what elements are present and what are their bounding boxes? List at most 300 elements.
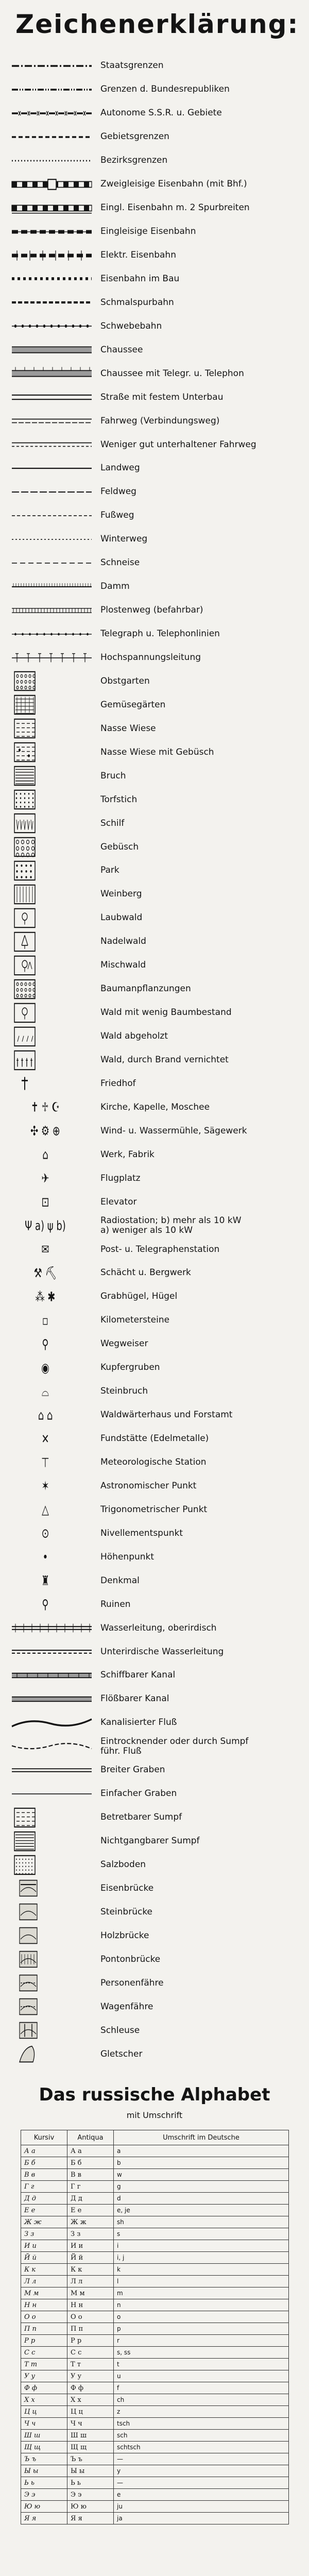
box-marsh-deep-icon xyxy=(9,1831,94,1852)
legend-row xyxy=(0,977,309,1001)
legend-symbol-icon xyxy=(9,481,94,503)
legend-row xyxy=(0,1380,309,1403)
pt-mine-icon xyxy=(9,1262,94,1284)
legend-row xyxy=(0,409,309,433)
legend-row xyxy=(0,1166,309,1190)
legend-label: Schächt u. Bergwerk xyxy=(100,1267,191,1278)
alphabet-cell-antiqua: Й й xyxy=(67,2252,114,2264)
legend-symbol-icon xyxy=(9,1310,94,1331)
legend-label: Zweigleisige Eisenbahn (mit Bhf.) xyxy=(100,179,247,190)
legend-symbol-icon xyxy=(9,1688,94,1710)
legend-symbol-icon xyxy=(9,1333,94,1355)
dam-icon xyxy=(9,576,94,598)
legend-label: Nadelwald xyxy=(100,936,146,947)
alphabet-cell-kursiv: К к xyxy=(21,2264,67,2276)
legend-row xyxy=(0,1592,309,1616)
legend-row xyxy=(0,149,309,173)
alphabet-cell-antiqua: Ч ч xyxy=(67,2418,114,2430)
legend-row xyxy=(0,1545,309,1569)
br-carferry-icon xyxy=(9,1996,94,2018)
alphabet-cell-umschrift: e xyxy=(114,2489,289,2501)
legend-row xyxy=(0,291,309,314)
legend-symbol-icon xyxy=(9,1759,94,1781)
legend-symbol-icon xyxy=(9,457,94,479)
legend-symbol-icon xyxy=(9,79,94,100)
alphabet-cell-kursiv: А а xyxy=(21,2145,67,2157)
legend-symbol-icon xyxy=(9,884,94,905)
legend-label: Wagenfähre xyxy=(100,2001,153,2012)
legend-label: Salzboden xyxy=(100,1859,146,1870)
legend-row xyxy=(0,883,309,906)
legend-symbol-icon xyxy=(9,197,94,219)
alphabet-title: Das russische Alphabet xyxy=(39,2084,270,2105)
legend-row xyxy=(0,906,309,930)
legend-label: Pontonbrücke xyxy=(100,1954,161,1964)
legend-label: Grabhügel, Hügel xyxy=(100,1291,178,1302)
legend-row xyxy=(0,220,309,244)
legend-symbol-icon xyxy=(9,955,94,976)
header-antiqua: Antiqua xyxy=(67,2130,114,2145)
alphabet-cell-antiqua: Б б xyxy=(67,2157,114,2169)
legend-label: Nichtgangbarer Sumpf xyxy=(100,1836,200,1846)
legend-row xyxy=(0,1285,309,1309)
legend-row xyxy=(0,1072,309,1095)
legend-row xyxy=(0,930,309,954)
alphabet-cell-umschrift: g xyxy=(114,2181,289,2193)
alphabet-cell-kursiv: Я я xyxy=(21,2513,67,2524)
alphabet-row xyxy=(21,2513,289,2524)
legend-symbol-icon xyxy=(9,789,94,810)
legend-symbol-icon xyxy=(9,1404,94,1426)
pt-height-icon xyxy=(9,1546,94,1568)
alphabet-cell-kursiv: Д д xyxy=(21,2193,67,2205)
alphabet-cell-umschrift: d xyxy=(114,2193,289,2205)
legend-label: Fahrweg (Verbindungsweg) xyxy=(100,415,220,426)
legend-row xyxy=(0,1048,309,1072)
legend-label: Eisenbahn im Bau xyxy=(100,273,180,284)
legend-symbol-icon xyxy=(9,55,94,77)
legend-row xyxy=(0,764,309,788)
legend-symbol-icon xyxy=(9,1191,94,1213)
alphabet-cell-antiqua: Щ щ xyxy=(67,2442,114,2453)
pt-deposit-icon xyxy=(9,1428,94,1450)
rail-electric-icon xyxy=(9,245,94,266)
alphabet-cell-kursiv: И и xyxy=(21,2240,67,2252)
legend-list xyxy=(0,54,309,2066)
legend-symbol-icon xyxy=(9,741,94,763)
legend-row xyxy=(0,954,309,977)
legend-label: Elevator xyxy=(100,1196,137,1207)
alphabet-row xyxy=(21,2240,289,2252)
plank-road-icon xyxy=(9,600,94,621)
svg-text:⊤: ⊤ xyxy=(41,1455,49,1470)
legend-label: Chaussee xyxy=(100,344,143,355)
legend-row xyxy=(0,1616,309,1640)
legend-label: Friedhof xyxy=(100,1078,136,1089)
legend-row xyxy=(0,1001,309,1025)
alphabet-cell-kursiv: Ы ы xyxy=(21,2465,67,2477)
svg-text:⌓: ⌓ xyxy=(41,1384,49,1399)
svg-text:⌂ ⌂: ⌂ ⌂ xyxy=(38,1408,53,1423)
header-umschrift: Umschrift im Deutsche xyxy=(114,2130,289,2145)
alphabet-cell-umschrift: r xyxy=(114,2335,289,2347)
alphabet-cell-umschrift: ja xyxy=(114,2513,289,2524)
alphabet-row xyxy=(21,2157,289,2169)
road-poor-icon xyxy=(9,434,94,455)
legend-row xyxy=(0,1829,309,1853)
legend-label: Autonome S.S.R. u. Gebiete xyxy=(100,108,222,118)
pt-post-icon xyxy=(9,1239,94,1260)
legend-label: Schneise xyxy=(100,557,140,568)
legend-symbol-icon xyxy=(9,1996,94,2018)
alphabet-cell-umschrift: k xyxy=(114,2264,289,2276)
alphabet-cell-antiqua: Л л xyxy=(67,2276,114,2287)
legend-symbol-icon xyxy=(9,1948,94,1970)
legend-row xyxy=(0,1900,309,1924)
legend-label: Gebietsgrenzen xyxy=(100,131,169,142)
legend-symbol-icon xyxy=(9,1925,94,1946)
legend-label: Winterweg xyxy=(100,534,148,545)
legend-label: Laubwald xyxy=(100,912,143,923)
legend-label: Post- u. Telegraphenstation xyxy=(100,1244,220,1255)
alphabet-cell-antiqua: Ю ю xyxy=(67,2501,114,2513)
legend-symbol-icon xyxy=(9,1831,94,1852)
alphabet-cell-antiqua: Х х xyxy=(67,2394,114,2406)
legend-row xyxy=(0,1261,309,1285)
box-cleared-icon xyxy=(9,1026,94,1047)
pt-airfield-icon xyxy=(9,1167,94,1189)
legend-label: Astronomischer Punkt xyxy=(100,1480,197,1491)
legend-label: Obstgarten xyxy=(100,675,150,686)
box-garden-icon xyxy=(9,694,94,716)
legend-symbol-icon xyxy=(9,1215,94,1236)
legend-row xyxy=(0,835,309,859)
alphabet-cell-umschrift: i xyxy=(114,2240,289,2252)
legend-symbol-icon xyxy=(9,647,94,669)
rail-double-icon xyxy=(9,174,94,195)
legend-label: Kilometersteine xyxy=(100,1315,170,1326)
legend-row xyxy=(0,551,309,575)
legend-label: Gletscher xyxy=(100,2048,143,2059)
legend-label: Werk, Fabrik xyxy=(100,1149,154,1160)
legend-symbol-icon xyxy=(9,1854,94,1876)
legend-label: Plostenweg (befahrbar) xyxy=(100,605,203,616)
alphabet-cell-umschrift: y xyxy=(114,2465,289,2477)
legend-label: Hochspannungsleitung xyxy=(100,652,201,663)
line-dashed-icon xyxy=(9,126,94,148)
line-dashdot-icon xyxy=(9,55,94,77)
legend-label: Telegraph u. Telephonlinien xyxy=(100,629,220,639)
legend-row xyxy=(0,54,309,78)
legend-row xyxy=(0,859,309,883)
legend-label: Fundstätte (Edelmetalle) xyxy=(100,1433,209,1444)
legend-symbol-icon xyxy=(9,860,94,882)
legend-row xyxy=(0,788,309,811)
pt-meteo-icon xyxy=(9,1452,94,1473)
legend-label: Torfstich xyxy=(100,794,138,805)
alphabet-row xyxy=(21,2453,289,2465)
line-dashdotdot-icon xyxy=(9,79,94,100)
road-cart-icon xyxy=(9,410,94,432)
legend-symbol-icon xyxy=(9,1026,94,1047)
alphabet-cell-antiqua: Ъ ъ xyxy=(67,2453,114,2465)
legend-symbol-icon xyxy=(9,812,94,834)
alphabet-row xyxy=(21,2347,289,2359)
alphabet-cell-kursiv: З з xyxy=(21,2228,67,2240)
legend-row xyxy=(0,1214,309,1238)
alphabet-cell-antiqua: И и xyxy=(67,2240,114,2252)
legend-label: Elektr. Eisenbahn xyxy=(100,249,176,260)
legend-symbol-icon xyxy=(9,1073,94,1094)
legend-row xyxy=(0,646,309,670)
legend-symbol-icon xyxy=(9,1167,94,1189)
legend-label: Trigonometrischer Punkt xyxy=(100,1504,208,1515)
box-sparse-icon xyxy=(9,1002,94,1024)
alphabet-cell-kursiv: Э э xyxy=(21,2489,67,2501)
legend-row xyxy=(0,78,309,101)
legend-label: Eingleisige Eisenbahn xyxy=(100,226,196,237)
legend-row xyxy=(0,717,309,740)
legend-symbol-icon xyxy=(9,1262,94,1284)
legend-row xyxy=(0,1947,309,1971)
legend-label: Mischwald xyxy=(100,960,146,971)
pt-ruins-icon xyxy=(9,1594,94,1615)
legend-label: Wald abgeholzt xyxy=(100,1031,168,1042)
legend-symbol-icon xyxy=(9,1546,94,1568)
svg-text:⌂: ⌂ xyxy=(42,1147,48,1163)
alphabet-cell-umschrift: ch xyxy=(114,2394,289,2406)
box-bush-icon xyxy=(9,836,94,858)
alphabet-cell-antiqua: У у xyxy=(67,2370,114,2382)
legend-label: Eisenbrücke xyxy=(100,1883,154,1893)
alphabet-row xyxy=(21,2406,289,2418)
alphabet-cell-kursiv: Н н xyxy=(21,2299,67,2311)
svg-text:⊡: ⊡ xyxy=(41,1195,49,1210)
box-salt-icon xyxy=(9,1854,94,1876)
legend-symbol-icon xyxy=(9,1499,94,1520)
legend-symbol-icon xyxy=(9,363,94,384)
pt-radio-icon xyxy=(9,1215,94,1236)
legend-row xyxy=(0,2042,309,2066)
legend-symbol-icon xyxy=(9,1901,94,1923)
legend-label: Weniger gut unterhaltener Fahrweg xyxy=(100,439,256,450)
box-vineyard-icon xyxy=(9,884,94,905)
legend-label: Gemüsegärten xyxy=(100,699,166,710)
br-pontoon-icon xyxy=(9,1948,94,1970)
alphabet-row xyxy=(21,2394,289,2406)
legend-row xyxy=(0,1758,309,1782)
alphabet-cell-kursiv: У у xyxy=(21,2370,67,2382)
alphabet-cell-umschrift: — xyxy=(114,2477,289,2489)
rail-build-icon xyxy=(9,268,94,290)
legend-label: Landweg xyxy=(100,463,140,473)
box-burnt-icon xyxy=(9,1049,94,1071)
line-dashcross-icon xyxy=(9,103,94,124)
legend-row xyxy=(0,1971,309,1995)
legend-symbol-icon xyxy=(9,1144,94,1165)
legend-row xyxy=(0,456,309,480)
legend-row xyxy=(0,669,309,693)
legend-row xyxy=(0,740,309,764)
alphabet-cell-antiqua: Э э xyxy=(67,2489,114,2501)
telegraph-icon xyxy=(9,623,94,645)
legend-row xyxy=(0,1569,309,1592)
alphabet-cell-kursiv: С с xyxy=(21,2347,67,2359)
alphabet-row xyxy=(21,2465,289,2477)
legend-label: Waldwärterhaus und Forstamt xyxy=(100,1410,233,1420)
legend-symbol-icon xyxy=(9,670,94,692)
legend-row xyxy=(0,1095,309,1119)
alphabet-cell-antiqua: В в xyxy=(67,2169,114,2181)
legend-symbol-icon xyxy=(9,1736,94,1757)
legend-symbol-icon xyxy=(9,245,94,266)
legend-label: Staatsgrenzen xyxy=(100,60,164,71)
legend-label: Wald mit wenig Baumbestand xyxy=(100,1007,232,1018)
legend-row xyxy=(0,1995,309,2019)
svg-text:✣ ⚙ ⊕: ✣ ⚙ ⊕ xyxy=(30,1124,60,1139)
box-swamp-icon xyxy=(9,765,94,787)
alphabet-row xyxy=(21,2489,289,2501)
ditch-simple-icon xyxy=(9,1783,94,1805)
legend-label: Feldweg xyxy=(100,486,136,497)
alphabet-cell-umschrift: z xyxy=(114,2406,289,2418)
svg-text:▫: ▫ xyxy=(42,1313,49,1329)
path-winter-icon xyxy=(9,529,94,550)
legend-label: Schwebebahn xyxy=(100,320,162,331)
legend-label: Wasserleitung, oberirdisch xyxy=(100,1622,217,1633)
legend-row xyxy=(0,480,309,504)
alphabet-row xyxy=(21,2252,289,2264)
legend-label: Nivellementspunkt xyxy=(100,1528,183,1538)
alphabet-cell-umschrift: ju xyxy=(114,2501,289,2513)
road-country-icon xyxy=(9,457,94,479)
alphabet-row xyxy=(21,2418,289,2430)
alphabet-cell-kursiv: Е е xyxy=(21,2205,67,2216)
pt-trig-icon xyxy=(9,1499,94,1520)
legend-row xyxy=(0,1498,309,1521)
alphabet-cell-antiqua: Ф ф xyxy=(67,2382,114,2394)
legend-symbol-icon xyxy=(9,1617,94,1639)
legend-row xyxy=(0,622,309,646)
alphabet-cell-umschrift: tsch xyxy=(114,2418,289,2430)
br-stone-icon xyxy=(9,1901,94,1923)
alphabet-row xyxy=(21,2382,289,2394)
rail-single-icon xyxy=(9,221,94,243)
svg-text:Ψ a) ψ b): Ψ a) ψ b) xyxy=(25,1218,66,1234)
alphabet-cell-umschrift: — xyxy=(114,2453,289,2465)
legend-row xyxy=(0,196,309,220)
pt-mound-icon xyxy=(9,1286,94,1308)
legend-symbol-icon xyxy=(9,410,94,432)
rail-gauge-icon xyxy=(9,197,94,219)
legend-title: Zeichenerklärung: xyxy=(15,9,299,39)
legend-label: Holzbrücke xyxy=(100,1930,149,1941)
legend-symbol-icon xyxy=(9,174,94,195)
pt-kmstone-icon xyxy=(9,1310,94,1331)
legend-label: Kupfergruben xyxy=(100,1362,160,1373)
legend-row xyxy=(0,1190,309,1214)
legend-symbol-icon xyxy=(9,552,94,574)
svg-text:◉: ◉ xyxy=(41,1361,49,1376)
alphabet-row xyxy=(21,2216,289,2228)
legend-row xyxy=(0,1876,309,1900)
legend-row xyxy=(0,314,309,338)
road-wide-icon xyxy=(9,339,94,361)
alphabet-cell-umschrift: b xyxy=(114,2157,289,2169)
legend-symbol-icon xyxy=(9,907,94,929)
alphabet-cell-umschrift: l xyxy=(114,2276,289,2287)
legend-symbol-icon xyxy=(9,1049,94,1071)
alphabet-cell-kursiv: Х х xyxy=(21,2394,67,2406)
legend-symbol-icon xyxy=(9,1452,94,1473)
legend-symbol-icon xyxy=(9,623,94,645)
legend-label: Höhenpunkt xyxy=(100,1551,154,1562)
alphabet-table xyxy=(21,2130,289,2524)
legend-symbol-icon xyxy=(9,694,94,716)
svg-text:⚲: ⚲ xyxy=(42,1597,49,1613)
box-deciduous-icon xyxy=(9,907,94,929)
alphabet-cell-kursiv: Ю ю xyxy=(21,2501,67,2513)
alphabet-row xyxy=(21,2193,289,2205)
box-peat-icon xyxy=(9,789,94,810)
pt-church-icon xyxy=(9,1096,94,1118)
legend-row xyxy=(0,101,309,125)
alphabet-cell-umschrift: i, j xyxy=(114,2252,289,2264)
legend-row xyxy=(0,1735,309,1758)
legend-label: Kirche, Kapelle, Moschee xyxy=(100,1101,210,1112)
legend-symbol-icon xyxy=(9,268,94,290)
legend-symbol-icon xyxy=(9,126,94,148)
legend-symbol-icon xyxy=(9,1594,94,1615)
legend-row xyxy=(0,1782,309,1806)
legend-symbol-icon xyxy=(9,1475,94,1497)
legend-symbol-icon xyxy=(9,1570,94,1591)
pt-astro-icon xyxy=(9,1475,94,1497)
legend-row xyxy=(0,362,309,385)
box-wetmeadow-icon xyxy=(9,718,94,739)
alphabet-cell-kursiv: Й й xyxy=(21,2252,67,2264)
legend-label: Nasse Wiese mit Gebüsch xyxy=(100,747,214,757)
alphabet-cell-umschrift: s xyxy=(114,2228,289,2240)
legend-label: Nasse Wiese xyxy=(100,723,156,734)
legend-label: Baumanpflanzungen xyxy=(100,984,191,994)
alphabet-cell-antiqua: А а xyxy=(67,2145,114,2157)
legend-row xyxy=(0,244,309,267)
legend-row xyxy=(0,599,309,622)
legend-symbol-icon xyxy=(9,765,94,787)
legend-label: Unterirdische Wasserleitung xyxy=(100,1646,224,1657)
pt-copper-icon xyxy=(9,1357,94,1379)
legend-symbol-icon xyxy=(9,1783,94,1805)
legend-symbol-icon xyxy=(9,434,94,455)
legend-row xyxy=(0,1238,309,1261)
legend-row xyxy=(0,1664,309,1687)
alphabet-cell-umschrift: s, ss xyxy=(114,2347,289,2359)
alphabet-cell-umschrift: t xyxy=(114,2359,289,2370)
legend-symbol-icon xyxy=(9,150,94,172)
alphabet-cell-antiqua: П п xyxy=(67,2323,114,2335)
pt-level-icon xyxy=(9,1522,94,1544)
alphabet-cell-antiqua: Ц ц xyxy=(67,2406,114,2418)
svg-text:✶: ✶ xyxy=(41,1479,49,1494)
alphabet-cell-kursiv: Ж ж xyxy=(21,2216,67,2228)
water-pipe-icon xyxy=(9,1617,94,1639)
alphabet-row xyxy=(21,2276,289,2287)
alphabet-cell-antiqua: К к xyxy=(67,2264,114,2276)
alphabet-cell-antiqua: С с xyxy=(67,2347,114,2359)
pt-forester-icon xyxy=(9,1404,94,1426)
legend-label: Eingl. Eisenbahn m. 2 Spurbreiten xyxy=(100,202,250,213)
